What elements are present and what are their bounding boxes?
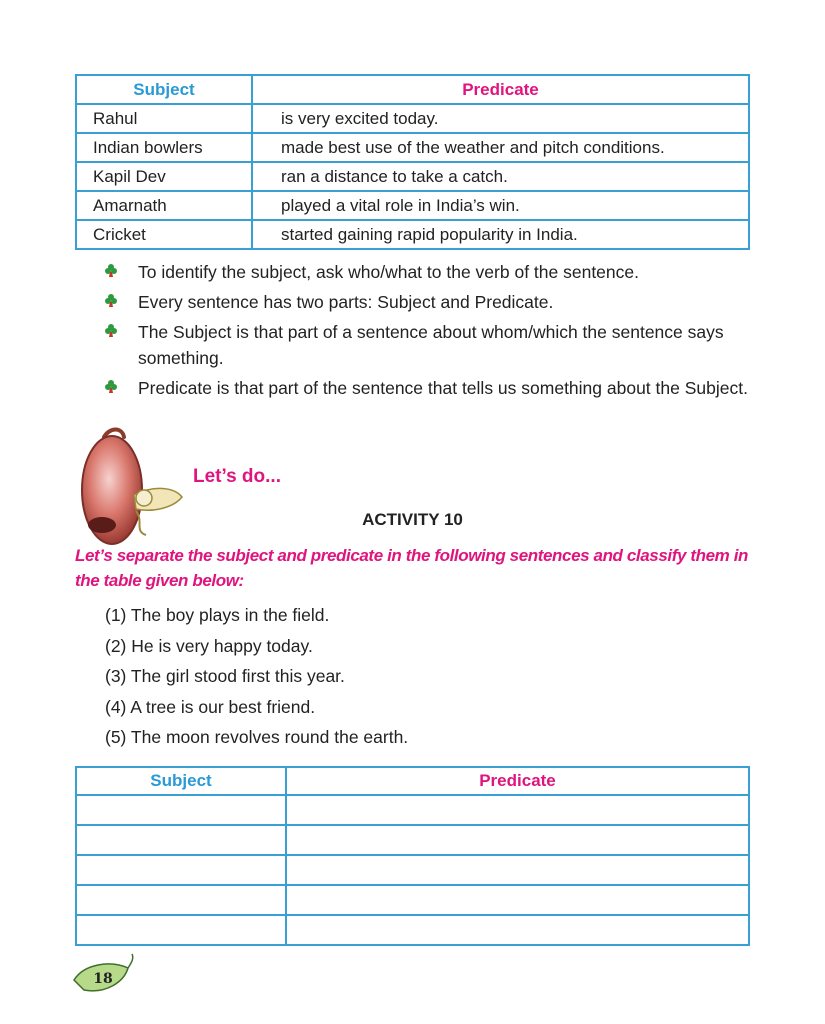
table-row	[76, 191, 749, 220]
subject-header: Subject	[76, 75, 252, 104]
club-bullet-icon	[105, 323, 117, 337]
subject-cell[interactable]	[76, 885, 286, 915]
subject-cell[interactable]	[76, 855, 286, 885]
lets-do-heading: Let’s do...	[193, 466, 281, 487]
note-text: To identify the subject, ask who/what to the verb of the sentence.	[138, 262, 639, 282]
subject-cell: Indian bowlers	[76, 133, 252, 162]
activity-instruction: Let’s separate the subject and predicate in the following sentences and classify them in the table given below:	[75, 546, 749, 590]
table-row	[76, 825, 749, 855]
list-item: (5) The moon revolves round the earth.	[105, 727, 409, 747]
subject-header: Subject	[76, 767, 286, 795]
subject-cell: Cricket	[76, 220, 252, 249]
predicate-cell[interactable]	[286, 915, 749, 945]
predicate-cell: is very excited today.	[252, 104, 749, 133]
table-row	[76, 133, 749, 162]
note-text: Every sentence has two parts: Subject and Predicate.	[138, 292, 554, 312]
predicate-cell[interactable]	[286, 855, 749, 885]
club-bullet-icon	[105, 379, 117, 393]
activity-answer-table	[75, 766, 750, 946]
table-row	[76, 220, 749, 249]
subject-cell: Kapil Dev	[76, 162, 252, 191]
predicate-header: Predicate	[286, 767, 749, 795]
subject-cell[interactable]	[76, 915, 286, 945]
table-header-row	[76, 767, 749, 795]
predicate-header: Predicate	[252, 75, 749, 104]
subject-cell: Rahul	[76, 104, 252, 133]
list-item: (1) The boy plays in the field.	[105, 605, 330, 625]
table-row	[76, 104, 749, 133]
list-item: (4) A tree is our best friend.	[105, 696, 316, 717]
predicate-cell: started gaining rapid popularity in India.	[252, 220, 749, 249]
subject-cell[interactable]	[76, 795, 286, 825]
list-item	[105, 289, 753, 315]
list-item	[105, 319, 753, 371]
list-item: (2) He is very happy today.	[105, 635, 313, 656]
predicate-cell[interactable]	[286, 885, 749, 915]
table-row	[76, 162, 749, 191]
predicate-cell: played a vital role in India’s win.	[252, 191, 749, 220]
subject-cell[interactable]	[76, 825, 286, 855]
subject-predicate-table	[75, 74, 750, 250]
club-bullet-icon	[105, 293, 117, 307]
predicate-cell[interactable]	[286, 825, 749, 855]
nut-mascot-illustration	[74, 425, 189, 545]
table-header-row	[76, 75, 749, 104]
page-number: 18	[93, 971, 113, 987]
subject-cell: Amarnath	[76, 191, 252, 220]
club-bullet-icon	[105, 263, 117, 277]
notes-list	[105, 259, 753, 405]
list-item	[105, 259, 753, 285]
table-row	[76, 855, 749, 885]
note-text: Predicate is that part of the sentence that tells us something about the Subject.	[138, 378, 748, 398]
table-row	[76, 795, 749, 825]
predicate-cell: ran a distance to take a catch.	[252, 162, 749, 191]
sentence-list	[105, 600, 408, 753]
list-item	[105, 375, 753, 401]
predicate-cell: made best use of the weather and pitch conditions.	[252, 133, 749, 162]
list-item: (3) The girl stood first this year.	[105, 666, 345, 686]
page-number-leaf	[70, 952, 140, 997]
note-text: The Subject is that part of a sentence about whom/which the sentence says something.	[138, 322, 724, 368]
table-row	[76, 915, 749, 945]
activity-title: ACTIVITY 10	[362, 510, 463, 529]
predicate-cell[interactable]	[286, 795, 749, 825]
table-row	[76, 885, 749, 915]
